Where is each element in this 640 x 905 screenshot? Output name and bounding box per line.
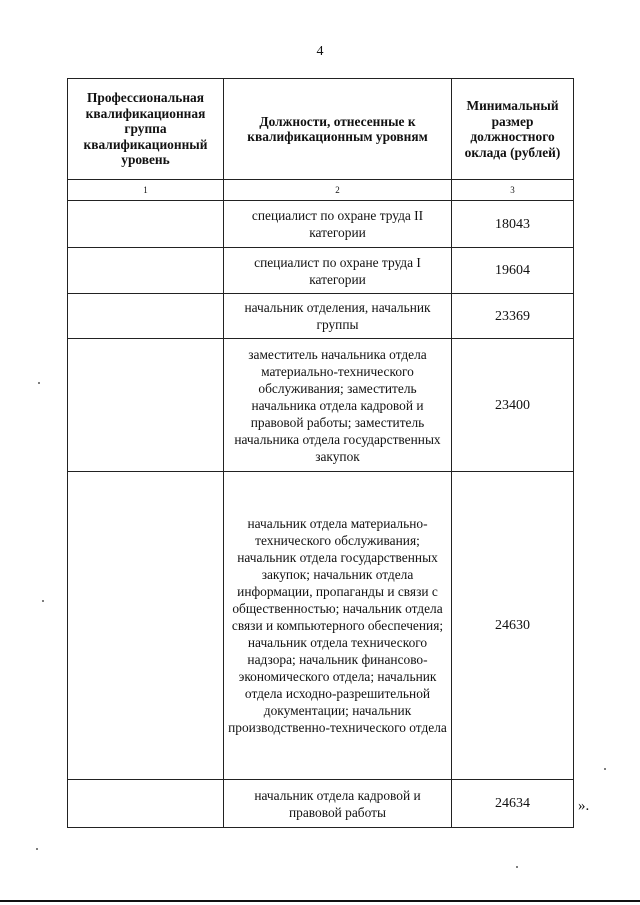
position-cell: начальник отдела кадровой и правовой работы <box>224 780 452 828</box>
column-number: 3 <box>452 180 574 201</box>
position-cell: начальник отделения, начальник группы <box>224 294 452 339</box>
salary-cell: 19604 <box>452 248 574 294</box>
position-cell: специалист по охране труда II категории <box>224 201 452 248</box>
salary-cell: 24630 <box>452 472 574 780</box>
scan-speck <box>604 768 606 770</box>
group-cell <box>68 248 224 294</box>
column-number: 2 <box>224 180 452 201</box>
table-row <box>68 294 574 339</box>
group-cell <box>68 780 224 828</box>
group-cell <box>68 201 224 248</box>
header-qualification-group: Профессиональная квалификационная группа квалификационный уровень <box>68 79 224 180</box>
scan-speck <box>38 382 40 384</box>
position-cell: начальник отдела материально-технического обслуживания; начальник отдела государственных закупок; начальник отдела информации, пропаганды и связи с общественностью; начальник отдела связи и компьютерного обеспечения; начальник отдела технического надзора; начальник финансово-экономического отдела; начальник отдела исходно-разрешительной документации; начальник производственно-технического отдела <box>224 472 452 780</box>
header-min-salary: Минимальный размер должностного оклада (рублей) <box>452 79 574 180</box>
position-cell: заместитель начальника отдела материально-технического обслуживания; заместитель начальника отдела кадровой и правовой работы; заместитель начальника отдела государственных закупок <box>224 339 452 472</box>
salary-cell: 23369 <box>452 294 574 339</box>
table-row <box>68 201 574 248</box>
page-number: 4 <box>316 44 324 59</box>
group-cell <box>68 294 224 339</box>
salary-table <box>67 78 574 828</box>
scan-speck <box>516 866 518 868</box>
table-row <box>68 248 574 294</box>
position-cell: специалист по охране труда I категории <box>224 248 452 294</box>
table-row <box>68 339 574 472</box>
group-cell <box>68 339 224 472</box>
salary-cell: 18043 <box>452 201 574 248</box>
table-header-row <box>68 79 574 180</box>
scan-edge-line <box>0 900 640 902</box>
scan-speck <box>42 600 44 602</box>
table-row <box>68 472 574 780</box>
salary-cell: 24634 <box>452 780 574 828</box>
closing-quote-mark: ». <box>578 798 590 814</box>
header-positions: Должности, отнесенные к квалификационным уровням <box>224 79 452 180</box>
column-number-row <box>68 180 574 201</box>
column-number: 1 <box>68 180 224 201</box>
table-row <box>68 780 574 828</box>
group-cell <box>68 472 224 780</box>
scan-speck <box>36 848 38 850</box>
salary-cell: 23400 <box>452 339 574 472</box>
